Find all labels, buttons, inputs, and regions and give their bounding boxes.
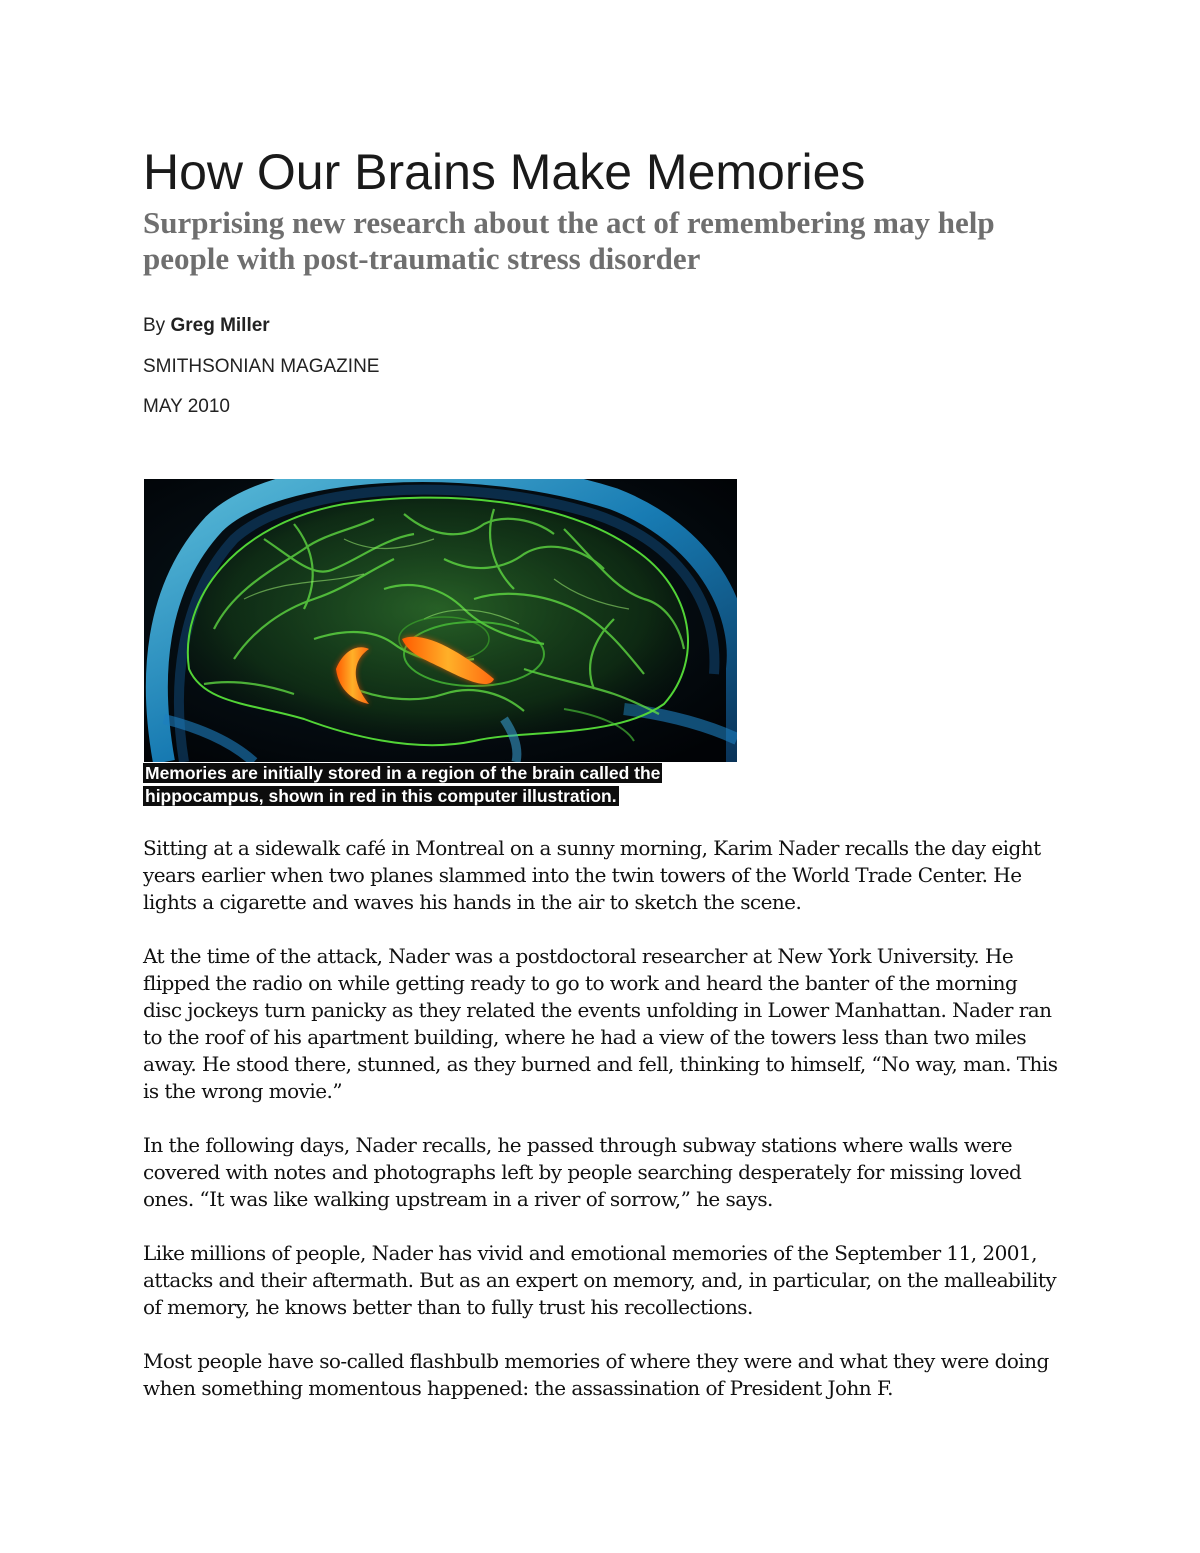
body-paragraph: In the following days, Nader recalls, he passed through subway stations where walls were covered with notes and photographs left by people searching desperately for missing loved ones. “It was like walking upstream in a river of sorrow,” he says.: [143, 1133, 1022, 1211]
body-paragraph: Most people have so-called flashbulb memories of where they were and what they were doing when something momentous happened: the assassination of President John F.: [143, 1349, 1049, 1400]
figure-caption: [143, 762, 733, 808]
article-subtitle: Surprising new research about the act of remembering may help people with post-traumatic stress disorder: [143, 205, 995, 276]
byline-prefix: By: [143, 315, 171, 336]
figure-caption-text: Memories are initially stored in a region of the brain called the hippocampus, shown in red in this computer illustration.: [145, 763, 661, 806]
body-paragraph: Like millions of people, Nader has vivid and emotional memories of the September 11, 2001, attacks and their aftermath. But as an expert on memory, and, in particular, on the malleability of memory, he knows better than to fully trust his recollections.: [143, 1241, 1057, 1319]
author-name: Greg Miller: [170, 315, 270, 336]
article-body: [143, 835, 1058, 1429]
brain-illustration: [144, 479, 737, 762]
article-title: How Our Brains Make Memories: [143, 144, 866, 200]
body-paragraph: At the time of the attack, Nader was a postdoctoral researcher at New York University. He flipped the radio on while getting ready to go to work and heard the banter of the morning disc jockeys turn panicky as they related the events unfolding in Lower Manhattan. Nader ran to the roof of his apartment building, where he had a view of the towers less than two miles away. He stood there, stunned, as they burned and fell, thinking to himself, “No way, man. This is the wrong movie.”: [143, 944, 1058, 1103]
body-paragraph: Sitting at a sidewalk café in Montreal on a sunny morning, Karim Nader recalls the day eight years earlier when two planes slammed into the twin towers of the World Trade Center. He lights a cigarette and waves his hands in the air to sketch the scene.: [143, 836, 1041, 914]
publication-name: SMITHSONIAN MAGAZINE: [143, 356, 380, 377]
brain-illustration-art: [144, 479, 737, 762]
byline: [143, 313, 270, 339]
publication-date: MAY 2010: [143, 396, 230, 417]
